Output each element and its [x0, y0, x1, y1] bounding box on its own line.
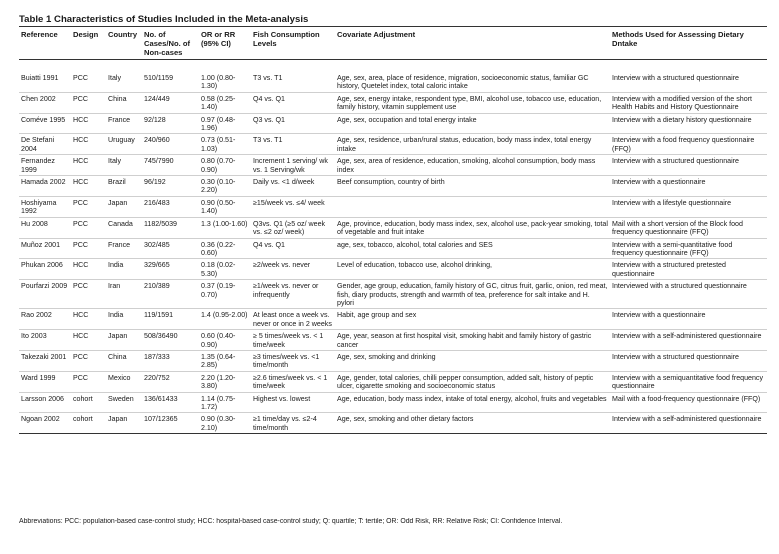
cell-fish-consumption: Increment 1 serving/ wk vs. 1 Serving/wk — [251, 155, 335, 176]
cell-design: HCC — [71, 113, 106, 134]
cell-design: HCC — [71, 176, 106, 197]
cell-covariate-adjustment: Habit, age group and sex — [335, 309, 610, 330]
cell-design: PCC — [71, 350, 106, 371]
cell-methods: Interview with a structured questionnaire — [610, 155, 767, 176]
cell-or-rr: 0.97 (0.48-1.96) — [199, 113, 251, 134]
cell-reference: Fernandez 1999 — [19, 155, 71, 176]
cell-cases: 329/665 — [142, 259, 199, 280]
cell-country: Sweden — [106, 392, 142, 413]
cell-country: India — [106, 259, 142, 280]
cell-reference: Hamada 2002 — [19, 176, 71, 197]
cell-country: Canada — [106, 217, 142, 238]
cell-design: PCC — [71, 280, 106, 309]
table-row — [19, 309, 767, 330]
cell-design: HCC — [71, 134, 106, 155]
table-row — [19, 92, 767, 113]
cell-cases: 510/1159 — [142, 60, 199, 93]
cell-or-rr: 0.90 (0.50-1.40) — [199, 196, 251, 217]
cell-design: PCC — [71, 92, 106, 113]
table-row — [19, 413, 767, 434]
cell-design: PCC — [71, 238, 106, 259]
cell-reference: De Stefani 2004 — [19, 134, 71, 155]
cell-fish-consumption: T3 vs. T1 — [251, 134, 335, 155]
cell-or-rr: 0.37 (0.19-0.70) — [199, 280, 251, 309]
table-title: Table 1 Characteristics of Studies Included in the Meta-analysis — [19, 14, 309, 25]
cell-reference: Ito 2003 — [19, 330, 71, 351]
cell-methods: Interview with a self-administered questionnaire — [610, 330, 767, 351]
cell-reference: Hoshiyama 1992 — [19, 196, 71, 217]
cell-methods: Mail with a short version of the Block food frequency questionnaire (FFQ) — [610, 217, 767, 238]
cell-country: India — [106, 309, 142, 330]
cell-fish-consumption: At least once a week vs. never or once in 2 weeks — [251, 309, 335, 330]
cell-covariate-adjustment: Age, sex, residence, urban/rural status, education, body mass index, total energy intake — [335, 134, 610, 155]
cell-covariate-adjustment: Gender, age group, education, family history of GC, citrus fruit, garlic, onion, red meat, fish, diary products, strength and warmth of tea, preference for salt intake and H. pylori — [335, 280, 610, 309]
cell-methods: Interview with a structured pretested questionnaire — [610, 259, 767, 280]
cell-or-rr: 0.60 (0.40-0.90) — [199, 330, 251, 351]
cell-cases: 1182/5039 — [142, 217, 199, 238]
cell-design: HCC — [71, 155, 106, 176]
cell-cases: 745/7990 — [142, 155, 199, 176]
cell-fish-consumption: ≥3 times/week vs. <1 time/month — [251, 350, 335, 371]
cell-cases: 302/485 — [142, 238, 199, 259]
cell-design: PCC — [71, 196, 106, 217]
cell-design: cohort — [71, 413, 106, 434]
cell-cases: 96/192 — [142, 176, 199, 197]
cell-country: Japan — [106, 413, 142, 434]
cell-cases: 240/960 — [142, 134, 199, 155]
cell-fish-consumption: Highest vs. lowest — [251, 392, 335, 413]
cell-or-rr: 1.35 (0.64-2.85) — [199, 350, 251, 371]
cell-design: HCC — [71, 259, 106, 280]
table-row — [19, 113, 767, 134]
cell-methods: Interview with a questionnaire — [610, 309, 767, 330]
cell-country: France — [106, 113, 142, 134]
header-country: Country — [106, 27, 142, 60]
cell-or-rr: 1.00 (0.80-1.30) — [199, 60, 251, 93]
cell-fish-consumption: Q3 vs. Q1 — [251, 113, 335, 134]
cell-cases: 136/61433 — [142, 392, 199, 413]
cell-covariate-adjustment: Age, province, education, body mass index, sex, alcohol use, pack-year smoking, total of vegetable and fruit intake — [335, 217, 610, 238]
cell-covariate-adjustment: Level of education, tobacco use, alcohol drinking, — [335, 259, 610, 280]
header-covariate-adjustment: Covariate Adjustment — [335, 27, 610, 60]
cell-cases: 119/1591 — [142, 309, 199, 330]
cell-or-rr: 0.73 (0.51-1.03) — [199, 134, 251, 155]
header-fish-consumption: Fish Consumption Levels — [251, 27, 335, 60]
table-row — [19, 350, 767, 371]
cell-covariate-adjustment: Beef consumption, country of birth — [335, 176, 610, 197]
cell-reference: Buiatti 1991 — [19, 60, 71, 93]
cell-covariate-adjustment: Age, sex, area, place of residence, migration, socioeconomic status, familiar GC history, Quetelet index, total caloric intake — [335, 60, 610, 93]
table-row — [19, 176, 767, 197]
cell-covariate-adjustment — [335, 196, 610, 217]
cell-country: Italy — [106, 60, 142, 93]
header-cases: No. of Cases/No. of Non-cases — [142, 27, 199, 60]
cell-fish-consumption: T3 vs. T1 — [251, 60, 335, 93]
cell-methods: Interview with a structured questionnaire — [610, 60, 767, 93]
cell-covariate-adjustment: Age, sex, smoking and other dietary factors — [335, 413, 610, 434]
cell-design: PCC — [71, 217, 106, 238]
header-reference: Reference — [19, 27, 71, 60]
cell-methods: Interview with a semiquantitative food frequency questionnaire — [610, 371, 767, 392]
cell-or-rr: 0.90 (0.30-2.10) — [199, 413, 251, 434]
cell-country: China — [106, 92, 142, 113]
cell-cases: 187/333 — [142, 350, 199, 371]
cell-country: Japan — [106, 330, 142, 351]
cell-covariate-adjustment: age, sex, tobacco, alcohol, total calories and SES — [335, 238, 610, 259]
cell-cases: 508/36490 — [142, 330, 199, 351]
characteristics-table — [19, 26, 767, 434]
cell-methods: Interview with a structured questionnaire — [610, 350, 767, 371]
cell-design: HCC — [71, 309, 106, 330]
cell-cases: 107/12365 — [142, 413, 199, 434]
cell-cases: 216/483 — [142, 196, 199, 217]
cell-design: PCC — [71, 60, 106, 93]
cell-fish-consumption: ≥ 5 times/week vs. < 1 time/week — [251, 330, 335, 351]
cell-country: Italy — [106, 155, 142, 176]
cell-reference: Ngoan 2002 — [19, 413, 71, 434]
table-row — [19, 217, 767, 238]
cell-design: PCC — [71, 371, 106, 392]
cell-covariate-adjustment: Age, gender, total calories, chilli pepper consumption, added salt, history of peptic ulcer, cigarette smoking and socioeconomic status — [335, 371, 610, 392]
cell-fish-consumption: Q4 vs. Q1 — [251, 238, 335, 259]
table-row — [19, 60, 767, 93]
cell-reference: Takezaki 2001 — [19, 350, 71, 371]
cell-reference: Pourfarzi 2009 — [19, 280, 71, 309]
cell-or-rr: 0.58 (0.25-1.40) — [199, 92, 251, 113]
cell-or-rr: 0.80 (0.70-0.90) — [199, 155, 251, 176]
cell-covariate-adjustment: Age, year, season at first hospital visit, smoking habit and family history of gastric cancer — [335, 330, 610, 351]
cell-design: cohort — [71, 392, 106, 413]
cell-reference: Hu 2008 — [19, 217, 71, 238]
table-row — [19, 238, 767, 259]
cell-reference: Coméve 1995 — [19, 113, 71, 134]
table-row — [19, 280, 767, 309]
table-body — [19, 60, 767, 434]
cell-country: France — [106, 238, 142, 259]
abbreviations-footnote: Abbreviations: PCC: population-based case-control study; HCC: hospital-based case-control study; Q: quartile; T: tertile; OR: Odd Risk, RR: Relative Risk; CI: Confidence Interval. — [19, 518, 563, 525]
cell-methods: Mail with a food-frequency questionnaire (FFQ) — [610, 392, 767, 413]
cell-methods: Interview with a questionnaire — [610, 176, 767, 197]
cell-methods: Interview with a modified version of the short Health Habits and History Questionnaire — [610, 92, 767, 113]
cell-covariate-adjustment: Age, sex, smoking and drinking — [335, 350, 610, 371]
cell-or-rr: 2.20 (1.20-3.80) — [199, 371, 251, 392]
cell-covariate-adjustment: Age, education, body mass index, intake of total energy, alcohol, fruits and vegetables — [335, 392, 610, 413]
cell-cases: 210/389 — [142, 280, 199, 309]
cell-methods: Interviewed with a structured questionnaire — [610, 280, 767, 309]
cell-or-rr: 0.36 (0.22-0.60) — [199, 238, 251, 259]
cell-fish-consumption: ≥2.6 times/week vs. < 1 time/week — [251, 371, 335, 392]
table-row — [19, 134, 767, 155]
cell-methods: Interview with a lifestyle questionnaire — [610, 196, 767, 217]
cell-fish-consumption: ≥15/week vs. ≤4/ week — [251, 196, 335, 217]
cell-methods: Interview with a dietary history questionnaire — [610, 113, 767, 134]
cell-fish-consumption: Q3vs. Q1 (≥5 oz/ week vs. ≤2 oz/ week) — [251, 217, 335, 238]
cell-or-rr: 1.14 (0.75-1.72) — [199, 392, 251, 413]
cell-cases: 92/128 — [142, 113, 199, 134]
table-row — [19, 330, 767, 351]
cell-country: Iran — [106, 280, 142, 309]
cell-or-rr: 1.3 (1.00-1.60) — [199, 217, 251, 238]
cell-covariate-adjustment: Age, sex, occupation and total energy intake — [335, 113, 610, 134]
cell-country: Japan — [106, 196, 142, 217]
header-design: Design — [71, 27, 106, 60]
cell-reference: Ward 1999 — [19, 371, 71, 392]
cell-cases: 124/449 — [142, 92, 199, 113]
header-methods: Methods Used for Assessing Dietary Dntake — [610, 27, 767, 60]
table-row — [19, 392, 767, 413]
cell-reference: Chen 2002 — [19, 92, 71, 113]
cell-country: China — [106, 350, 142, 371]
cell-fish-consumption: Q4 vs. Q1 — [251, 92, 335, 113]
table-row — [19, 371, 767, 392]
cell-country: Mexico — [106, 371, 142, 392]
cell-country: Uruguay — [106, 134, 142, 155]
cell-or-rr: 0.18 (0.02-5.30) — [199, 259, 251, 280]
cell-covariate-adjustment: Age, sex, energy intake, respondent type, BMI, alcohol use, tobacco use, education, family history, vitamin supplement use — [335, 92, 610, 113]
cell-or-rr: 0.30 (0.10-2.20) — [199, 176, 251, 197]
cell-fish-consumption: Daily vs. <1 d/week — [251, 176, 335, 197]
cell-design: HCC — [71, 330, 106, 351]
cell-methods: Interview with a semi-quantitative food frequency questionnaire (FFQ) — [610, 238, 767, 259]
table-row — [19, 155, 767, 176]
header-or-rr: OR or RR (95% CI) — [199, 27, 251, 60]
cell-cases: 220/752 — [142, 371, 199, 392]
cell-reference: Rao 2002 — [19, 309, 71, 330]
cell-country: Brazil — [106, 176, 142, 197]
cell-covariate-adjustment: Age, sex, area of residence, education, smoking, alcohol consumption, body mass index — [335, 155, 610, 176]
table-row — [19, 259, 767, 280]
cell-fish-consumption: ≥1 time/day vs. ≤2-4 time/month — [251, 413, 335, 434]
cell-methods: Interview with a food frequency questionnaire (FFQ) — [610, 134, 767, 155]
cell-or-rr: 1.4 (0.95-2.00) — [199, 309, 251, 330]
cell-fish-consumption: ≥1/week vs. never or infrequently — [251, 280, 335, 309]
cell-reference: Phukan 2006 — [19, 259, 71, 280]
cell-reference: Larsson 2006 — [19, 392, 71, 413]
header-row — [19, 27, 767, 60]
cell-reference: Muñoz 2001 — [19, 238, 71, 259]
cell-fish-consumption: ≥2/week vs. never — [251, 259, 335, 280]
table-row — [19, 196, 767, 217]
cell-methods: Interview with a self-administered questionnaire — [610, 413, 767, 434]
